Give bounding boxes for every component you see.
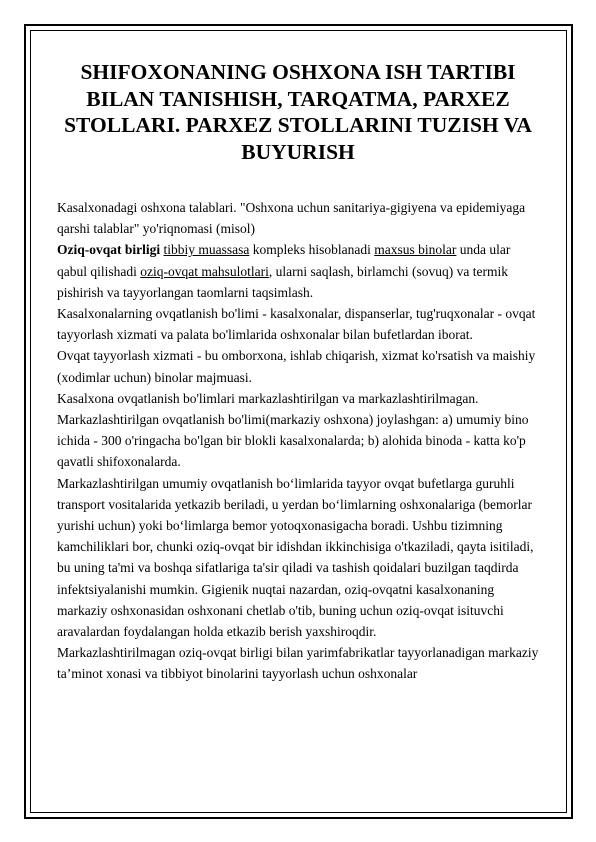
paragraph-2-text-2: unda ular qabul qilishadi [57, 242, 511, 279]
paragraph-2 [57, 239, 539, 303]
paragraph-2-text-1: kompleks hisoblanadi [252, 242, 371, 258]
paragraph-7: Markazlashtirilgan umumiy ovqatlanish bo‘limlarida tayyor ovqat bufetlarga guruhli transport vositalarida yetkazib beriladi, u yerdan bo‘limlarning oshxonalariga (bemorlar yurishi uchun) yoki bo‘limlarga bemor yotoqxonasigacha boradi. Ushbu tizimning kamchiliklari bor, chunki oziq-ovqat bir idishdan ikkinchisiga o'tkaziladi, qayta isitiladi, bu uning ta'mi va boshqa sifatlariga ta'sir qiladi va tashish qoidalari buzilgan taqdirda infektsiyalanishi mumkin. Gigienik nuqtai nazardan, oziq-ovqatni kasalxonaning markaziy oshxonasidan oshxonani chetlab o'tib, buning uchun oziq-ovqat isituvchi aravalardan foydalangan holda etkazib berish yaxshiroqdir. [57, 475, 534, 640]
paragraph-6: Markazlashtirilgan ovqatlanish bo'limi(markaziy oshxona) joylashgan: a) umumiy bino ichida - 300 o'ringacha bo'lgan bir blokli kasalxonalarda; b) alohida binoda - katta ko'p qavatli shifoxonalarda. [57, 412, 529, 470]
paragraph-3: Kasalxonalarning ovqatlanish bo'limi - kasalxonalar, dispanserlar, tug'ruqxonalar - ovqat tayyorlash xizmati va palata bo'limlarida oshxonalar bilan bufetlardan iborat. [57, 306, 536, 343]
paragraph-5: Kasalxona ovqatlanish bo'limlari markazlashtirilgan va markazlashtirilmagan. [57, 390, 479, 406]
paragraph-4: Ovqat tayyorlash xizmati - bu omborxona, ishlab chiqarish, xizmat ko'rsatish va maishiy (xodimlar uchun) binolar majmuasi. [57, 348, 536, 385]
paragraph-1: Kasalxonadagi oshxona talablari. "Oshxona uchun sanitariya-gigiyena va epidemiyaga qarshi talablar" yo'riqnomasi (misol) [57, 200, 526, 237]
document-title: SHIFOXONANING OSHXONA ISH TARTIBI BILAN TANISHISH, TARQATMA, PARXEZ STOLLARI. PARXEZ STOLLARINI TUZISH VA BUYURISH [64, 60, 532, 164]
paragraph-8: Markazlashtirilmagan oziq-ovqat birligi bilan yarimfabrikatlar tayyorlanadigan markaziy ta’minot xonasi va tibbiyot binolarini tayyorlash uchun oshxonalar [57, 645, 539, 682]
bold-lead: Oziq-ovqat birligi [57, 242, 161, 258]
document-body [57, 197, 539, 685]
link-tibbiy-muassasa[interactable]: tibbiy muassasa [163, 242, 250, 258]
link-maxsus-binolar[interactable]: maxsus binolar [374, 242, 457, 258]
paragraph-2-text-3: , ularni saqlash, birlamchi (sovuq) va termik pishirish va tayyorlangan taomlarni taqsimlash. [57, 263, 509, 300]
link-oziq-ovqat-mahsulotlari[interactable]: oziq-ovqat mahsulotlari [140, 263, 269, 279]
